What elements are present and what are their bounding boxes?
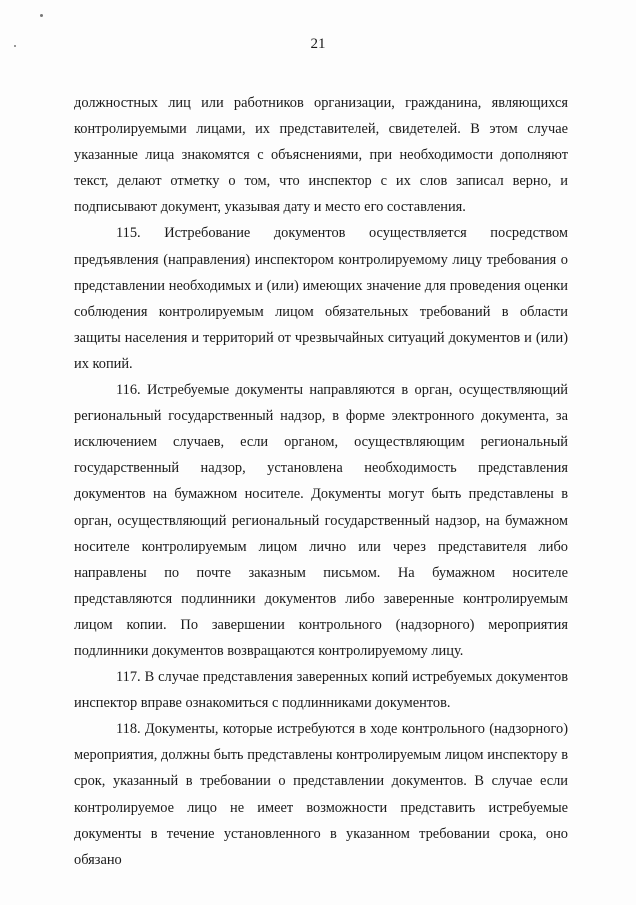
paragraph-117: 117. В случае представления заверенных копий истребуемых документов инспектор вправе ознакомиться с подлинниками документов. <box>74 669 568 712</box>
document-body <box>74 90 568 873</box>
scan-speck <box>40 14 43 17</box>
page-number: 21 <box>310 36 326 52</box>
paragraph-116: 116. Истребуемые документы направляются в орган, осуществляющий региональный государственный надзор, в форме электронного документа, за исключением случаев, если органом, осуществляющим региональный государственный надзор, установлена необходимость представления документов на бумажном носителе. Документы могут быть представлены в орган, осуществляющий региональный государственный надзор, на бумажном носителе контролируемым лицом лично или через представителя либо направлены по почте заказным письмом. На бумажном носителе представляются подлинники документов либо заверенные контролируемым лицом копии. По завершении контрольного (надзорного) мероприятия подлинники документов возвращаются контролируемому лицу. <box>74 382 568 659</box>
paragraph-118: 118. Документы, которые истребуются в ходе контрольного (надзорного) мероприятия, должны быть представлены контролируемым лицом инспектору в срок, указанный в требовании о представлении документов. В случае если контролируемое лицо не имеет возможности представить истребуемые документы в течение установленного в указанном требовании срока, оно обязано <box>74 721 568 868</box>
paragraph-115: 115. Истребование документов осуществляется посредством предъявления (направления) инспектором контролируемому лицу требования о представлении необходимых и (или) имеющих значение для проведения оценки соблюдения контролируемым лицом обязательных требований в области защиты населения и территорий от чрезвычайных ситуаций документов и (или) их копий. <box>74 225 568 372</box>
paragraph-continuation: должностных лиц или работников организации, гражданина, являющихся контролируемыми лицами, их представителей, свидетелей. В этом случае указанные лица знакомятся с объяснениями, при необходимости дополняют текст, делают отметку о том, что инспектор с их слов записал верно, и подписывают документ, указывая дату и место его составления. <box>74 95 568 216</box>
